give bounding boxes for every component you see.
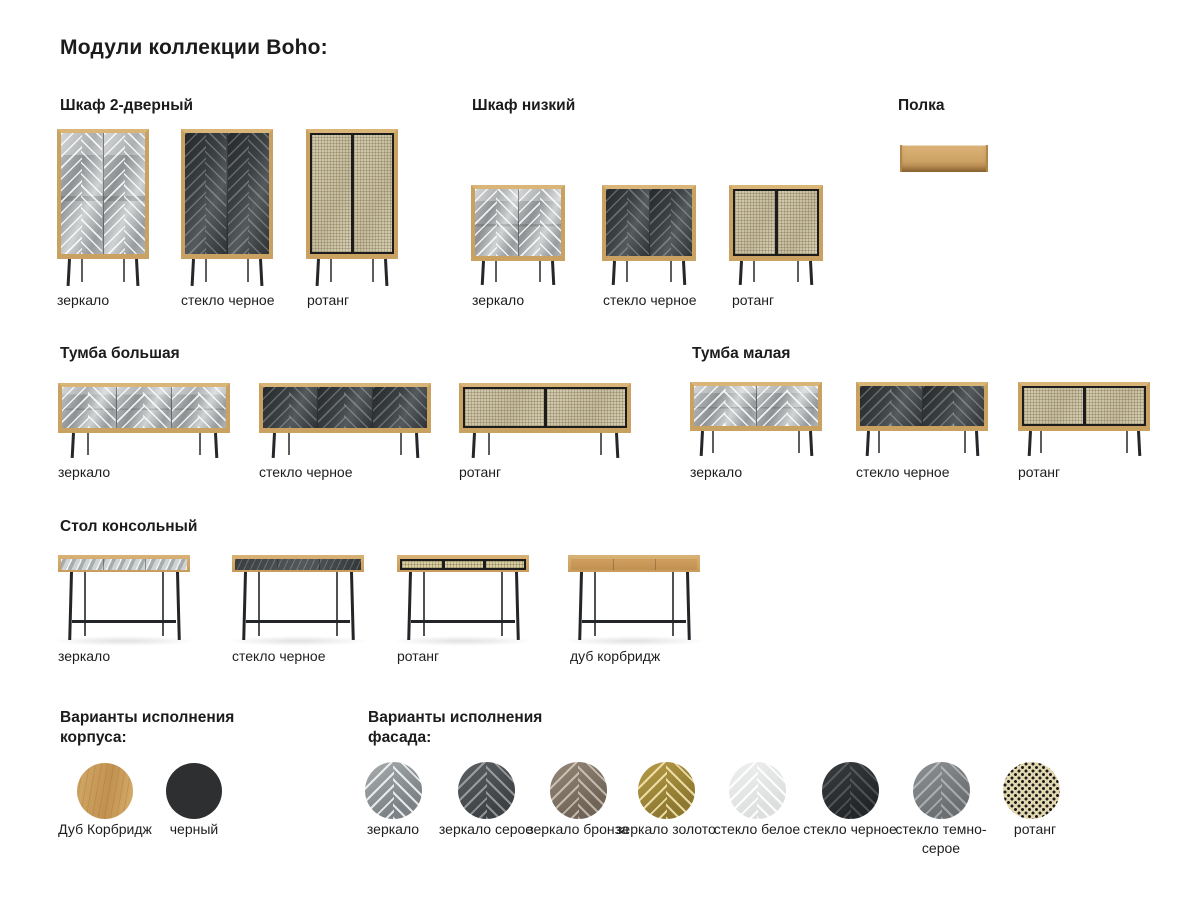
facade-swatch-mirror-grey bbox=[458, 762, 515, 819]
sideboard-legs bbox=[690, 431, 822, 456]
sideboard-small-mirror bbox=[690, 382, 822, 456]
item-label: стекло черное bbox=[181, 292, 275, 308]
facade-swatch-glass-dark-grey bbox=[913, 762, 970, 819]
item-label: зеркало bbox=[58, 648, 111, 664]
cabinet-facade-mirror bbox=[57, 129, 149, 259]
sideboard-big-black-glass bbox=[259, 383, 431, 458]
section-title-cab2: Шкаф 2-дверный bbox=[60, 97, 193, 114]
swatch-label: ротанг bbox=[1013, 821, 1057, 837]
cabinet-facade-rattan bbox=[306, 129, 398, 259]
cabinet-2door-rattan bbox=[306, 129, 398, 286]
swatch-label: зеркало золото bbox=[616, 821, 716, 837]
console-legs bbox=[397, 572, 529, 640]
console-table-black-glass bbox=[232, 555, 364, 640]
low-cabinet-rattan bbox=[729, 185, 823, 285]
item-label: стекло черное bbox=[856, 464, 950, 480]
section-title-console: Стол консольный bbox=[60, 518, 198, 535]
item-label: стекло черное bbox=[603, 292, 697, 308]
item-label: зеркало bbox=[57, 292, 110, 308]
console-top bbox=[397, 555, 529, 572]
page-title: Модули коллекции Boho: bbox=[60, 36, 328, 59]
item-label: ротанг bbox=[1018, 464, 1061, 480]
item-label: стекло черное bbox=[259, 464, 353, 480]
cabinet-2door-mirror bbox=[57, 129, 149, 286]
swatch-label: зеркало bbox=[366, 821, 420, 837]
sideboard-facade-mirror bbox=[58, 383, 230, 433]
body-swatch-black bbox=[166, 763, 222, 819]
sideboard-facade-black-glass bbox=[856, 382, 988, 431]
sideboard-facade-black-glass bbox=[259, 383, 431, 433]
section-title-tumba-big: Тумба большая bbox=[60, 345, 180, 362]
console-table-rattan bbox=[397, 555, 529, 640]
section-title-tumba-small: Тумба малая bbox=[692, 345, 791, 362]
body-options-title: Варианты исполнения корпуса: bbox=[60, 709, 235, 747]
sideboard-facade-rattan bbox=[459, 383, 631, 433]
swatch-label: Дуб Корбридж bbox=[58, 821, 152, 837]
facade-swatch-mirror bbox=[365, 762, 422, 819]
swatch-label: зеркало серое bbox=[438, 821, 534, 837]
swatch-label: черный bbox=[169, 821, 219, 837]
low-cabinet-black-glass bbox=[602, 185, 696, 285]
console-top bbox=[568, 555, 700, 572]
item-label: зеркало bbox=[472, 292, 525, 308]
item-label: ротанг bbox=[459, 464, 502, 480]
sideboard-legs bbox=[58, 433, 230, 458]
sideboard-big-rattan bbox=[459, 383, 631, 458]
cabinet-legs bbox=[57, 259, 149, 286]
cabinet-facade-rattan bbox=[729, 185, 823, 261]
item-label: дуб корбридж bbox=[570, 648, 661, 664]
sideboard-small-black-glass bbox=[856, 382, 988, 456]
console-legs bbox=[568, 572, 700, 640]
cabinet-legs bbox=[181, 259, 273, 286]
sideboard-big-mirror bbox=[58, 383, 230, 458]
console-legs bbox=[232, 572, 364, 640]
sideboard-facade-mirror bbox=[690, 382, 822, 431]
cabinet-legs bbox=[306, 259, 398, 286]
item-label: ротанг bbox=[732, 292, 775, 308]
item-label: зеркало bbox=[58, 464, 111, 480]
cabinet-facade-mirror bbox=[471, 185, 565, 261]
console-table-mirror bbox=[58, 555, 190, 640]
sideboard-legs bbox=[856, 431, 988, 456]
section-title-shelf: Полка bbox=[898, 97, 945, 114]
facade-swatch-glass-white bbox=[729, 762, 786, 819]
item-label: зеркало bbox=[690, 464, 743, 480]
cabinet-2door-black-glass bbox=[181, 129, 273, 286]
swatch-label: зеркало бронза bbox=[527, 821, 629, 837]
facade-options-title: Варианты исполнения фасада: bbox=[368, 709, 543, 747]
body-swatch-oak-korbridge bbox=[77, 763, 133, 819]
cabinet-legs bbox=[471, 261, 565, 285]
facade-swatch-glass-black bbox=[822, 762, 879, 819]
low-cabinet-mirror bbox=[471, 185, 565, 285]
sideboard-legs bbox=[459, 433, 631, 458]
item-label: ротанг bbox=[307, 292, 350, 308]
facade-swatch-mirror-gold bbox=[638, 762, 695, 819]
console-table-oak bbox=[568, 555, 700, 640]
sideboard-small-rattan bbox=[1018, 382, 1150, 456]
wall-shelf bbox=[900, 145, 988, 172]
swatch-label: стекло темно-серое bbox=[895, 821, 987, 856]
console-legs bbox=[58, 572, 190, 640]
swatch-label: стекло белое bbox=[713, 821, 801, 837]
cabinet-legs bbox=[729, 261, 823, 285]
sideboard-facade-rattan bbox=[1018, 382, 1150, 431]
section-title-cablow: Шкаф низкий bbox=[472, 97, 576, 114]
cabinet-facade-black-glass bbox=[181, 129, 273, 259]
console-top bbox=[232, 555, 364, 572]
facade-swatch-rattan bbox=[1003, 762, 1060, 819]
sideboard-legs bbox=[259, 433, 431, 458]
facade-swatch-mirror-bronze bbox=[550, 762, 607, 819]
cabinet-facade-black-glass bbox=[602, 185, 696, 261]
sideboard-legs bbox=[1018, 431, 1150, 456]
item-label: стекло черное bbox=[232, 648, 326, 664]
console-top bbox=[58, 555, 190, 572]
swatch-label: стекло черное bbox=[803, 821, 897, 837]
item-label: ротанг bbox=[397, 648, 440, 664]
cabinet-legs bbox=[602, 261, 696, 285]
